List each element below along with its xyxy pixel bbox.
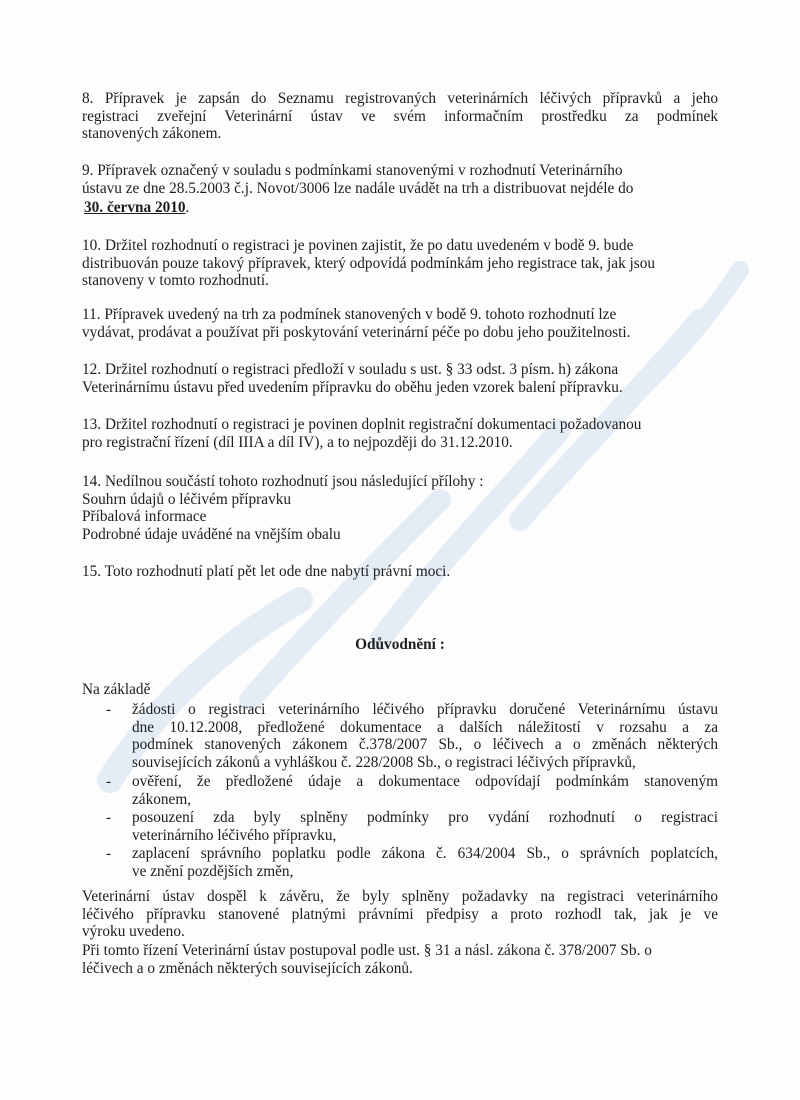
text-line: Veterinární ústav dospěl k závěru, že byly splněny požadavky na registraci veterinárního: [82, 888, 718, 905]
paragraph-8: [82, 90, 718, 143]
text-line: 11. Přípravek uvedený na trh za podmínek stanovených v bodě 9. tohoto rozhodnutí lze: [82, 306, 617, 323]
text-line: veterinárního léčivého přípravku,: [132, 826, 337, 844]
text-line: 10. Držitel rozhodnutí o registraci je povinen zajistit, že po datu uvedeném v bodě 9. bude: [82, 237, 634, 254]
paragraph-10: [82, 237, 718, 290]
paragraph-12: [82, 361, 718, 396]
text-line: Příbalová informace: [82, 508, 207, 526]
paragraph-9-deadline: [82, 199, 718, 217]
text-line: 12. Držitel rozhodnutí o registraci předloží v souladu s ust. § 33 odst. 3 písm. h) zákona: [82, 361, 619, 378]
text-line: Podrobné údaje uváděné na vnějším obalu: [82, 525, 341, 543]
bullet-dash: -: [106, 701, 112, 718]
text-line: léčivech a o změnách některých souvisejících zákonů.: [82, 959, 413, 977]
reasoning-bullet: [106, 845, 718, 880]
paragraph-13: [82, 416, 718, 451]
text-line: 9. Přípravek označený v souladu s podmínkami stanovenými v rozhodnutí Veterinárního: [82, 162, 623, 179]
paragraph-11: [82, 306, 718, 341]
bullet-dash: -: [106, 845, 112, 862]
text-line: posouzení zda byly splněny podmínky pro vydání rozhodnutí o registraci: [132, 809, 718, 826]
deadline-date: 30. června 2010: [84, 199, 186, 216]
text-line: stanoveny v tomto rozhodnutí.: [82, 272, 269, 290]
text-line: Veterinárnímu ústavu před uvedením přípravku do oběhu jeden vzorek balení přípravku.: [82, 378, 623, 396]
deadline-suffix: .: [185, 199, 190, 216]
text-line: pro registrační řízení (díl IIIA a díl IV), a to nejpozději do 31.12.2010.: [82, 433, 513, 451]
text-line: zákonem,: [132, 790, 192, 808]
text-line: Souhrn údajů o léčivém přípravku: [82, 490, 292, 508]
paragraph-9: [82, 162, 718, 197]
text-line: Při tomto řízení Veterinární ústav postupoval podle ust. § 31 a násl. zákona č. 378/2007 Sb. o: [82, 942, 652, 959]
text-line: souvisejících zákonů a vyhláškou č. 228/2008 Sb., o registraci léčivých přípravků,: [132, 753, 636, 771]
text-line: ústavu ze dne 28.5.2003 č.j. Novot/3006 lze nadále uvádět na trh a distribuovat nejdéle do: [82, 179, 634, 197]
paragraph-14: [82, 473, 718, 543]
reasoning-bullet: [106, 773, 718, 808]
bullet-dash: -: [106, 809, 112, 826]
text-line: distribuován pouze takový přípravek, který odpovídá podmínkám jeho registrace tak, jak jsou: [82, 254, 656, 272]
text-line: dne 10.12.2008, předložené dokumentace a dalších náležitostí v rozsahu a za: [132, 718, 718, 736]
procedure-paragraph: [82, 942, 718, 977]
text-line: výroku uvedeno.: [82, 923, 185, 941]
text-line: ve znění pozdějších změn,: [132, 862, 294, 880]
text-line: vydávat, prodávat a používat při poskytování veterinární péče po dobu jeho použitelnosti.: [82, 323, 631, 341]
text-line: žádosti o registraci veterinárního léčivého přípravku doručené Veterinárnímu ústavu: [132, 701, 718, 718]
text-line: stanovených zákonem.: [82, 125, 222, 143]
paragraph-15: [82, 563, 718, 581]
reasoning-intro: Na základě: [82, 681, 151, 698]
text-line: ověření, že předložené údaje a dokumentace odpovídají podmínkám stanoveným: [132, 773, 718, 790]
reasoning-heading: Odůvodnění :: [355, 636, 445, 653]
text-line: 14. Nedílnou součástí tohoto rozhodnutí jsou následující přílohy :: [82, 473, 484, 490]
text-line: podmínek stanovených zákonem č.378/2007 Sb., o léčivech a o změnách některých: [132, 736, 718, 754]
reasoning-bullet: [106, 701, 718, 771]
text-line: léčivého přípravku stanovené platnými právními předpisy a proto rozhodl tak, jak je ve: [82, 905, 718, 923]
text-line: 13. Držitel rozhodnutí o registraci je povinen doplnit registrační dokumentaci požadovanou: [82, 416, 642, 433]
text-line: 8. Přípravek je zapsán do Seznamu registrovaných veterinárních léčivých přípravků a jeho: [82, 90, 718, 107]
bullet-dash: -: [106, 773, 112, 790]
conclusion-paragraph: [82, 888, 718, 941]
text-line: 15. Toto rozhodnutí platí pět let ode dne nabytí právní moci.: [82, 563, 451, 580]
text-line: zaplacení správního poplatku podle zákona č. 634/2004 Sb., o správních poplatcích,: [132, 845, 718, 862]
reasoning-bullet: [106, 809, 718, 844]
text-line: registraci zveřejní Veterinární ústav ve svém informačním prostředku za podmínek: [82, 107, 718, 125]
